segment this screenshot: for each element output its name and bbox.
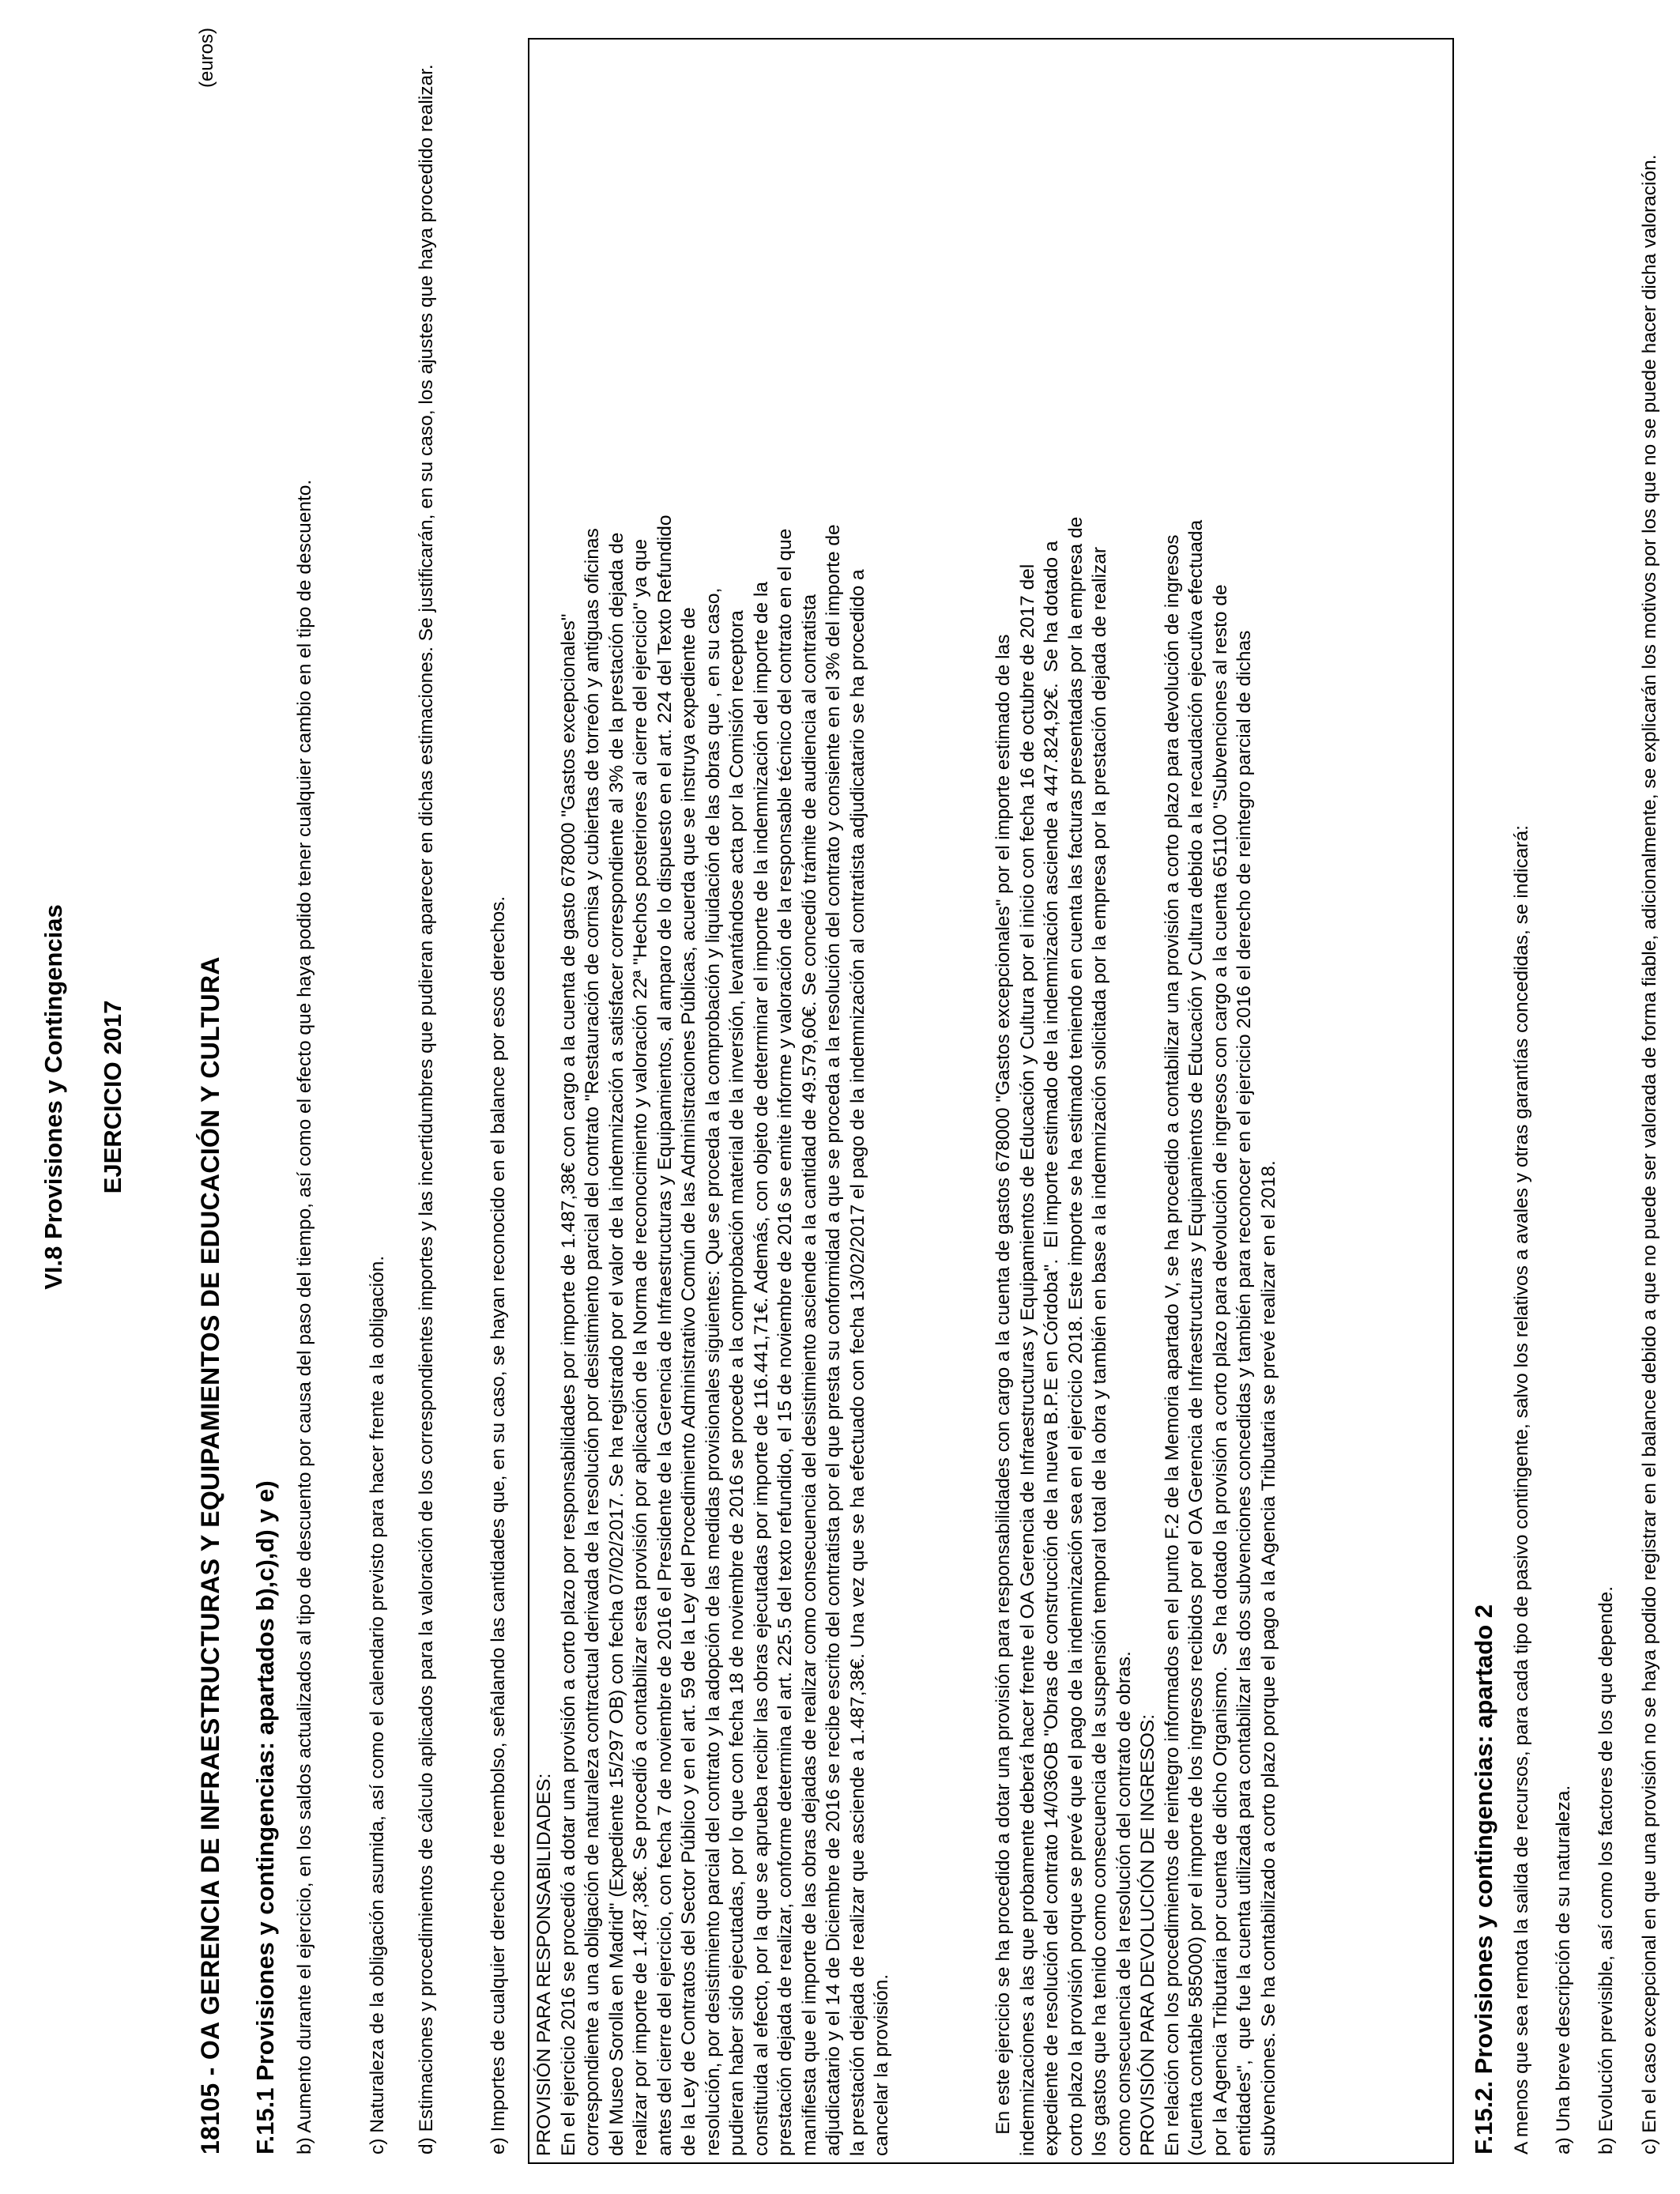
provisions-text-box xyxy=(528,38,1454,2164)
subsection-heading-f15-2: F.15.2. Provisiones y contingencias: apartado 2 xyxy=(1470,1604,1497,2154)
paragraph-b: b) Aumento durante el ejercicio, en los saldos actualizados al tipo de descuento por causa del paso del tiempo, así como el efecto que haya podido tener cualquier cambio en el tipo de descuento. xyxy=(294,479,315,2154)
list-item-b: b) Evolución previsible, así como los factores de los que depende. xyxy=(1595,1585,1617,2154)
paragraph-c: c) Naturaleza de la obligación asumida, así como el calendario previsto para hacer frente a la obligación. xyxy=(367,1255,388,2154)
list-item-a: a) Una breve descripción de su naturaleza. xyxy=(1553,1785,1574,2154)
list-item-c: c) En el caso excepcional en que una provisión no se haya podido registrar en el balance debido a que no puede ser valorada de forma fiable, adicionalmente, se explicarán los motivos por los que no se puede hacer dicha valoración. xyxy=(1639,154,1660,2154)
section-title: VI.8 Provisiones y Contingencias xyxy=(40,904,67,1290)
subsection-heading-f15-1: F.15.1 Provisiones y contingencias: apartados b),c),d) y e) xyxy=(251,1480,279,2154)
provision-income-refund-text: En este ejercicio se ha procedido a dotar una provisión para responsabilidades con cargo a la cuenta de gastos 678000 "Gastos excepcionales" por el importe estimado de las indemnizaciones a las que probamente deberá hacer frente el OA Gerencia de Infraestructuras y Equipamientos de Educación y Cultura por el inicio con fecha 16 de octubre de 2017 del expediente de resolución del contrato 14/036OB "Obras de construcción de la nueva B.P.E en Córdoba". El importe estimado de la indemnización asciende a 447.824,92€. Se ha dotado a corto plazo la provisión porque se prevé que el pago de la indemnización sea en el ejercicio 2018. Este importe se ha estimado teniendo en cuenta las facturas presentadas por la empresa de los gastos que ha tenido como consecuencia de la suspensión temporal total de la obra y también en base a la indemnización solicitada por la empresa por la prestación dejada de realizar como consecuencia de la resolución del contrato de obras. PROVISIÓN PARA DEVOLUCIÓN DE INGRESOS: En relación con los procedimientos de reintegro informados en el punto F.2 de la Memoria apartado V, se ha procedido a contabilizar una provisión a corto plazo para devolución de ingresos (cuenta contable 585000) por el importe de los ingresos recibidos por el OA Gerencia de Infraestructuras y Equipamientos de Educación y Cultura debido a la recaudación ejecutiva efectuada por la Agencia Tributaria por cuenta de dicho Organismo. Se ha dotado la provisión a corto plazo para devolución de ingresos con cargo a la cuenta 651100 "Subvenciones al resto de entidades", que fue la cuenta utilizada para contabilizar las dos subvenciones concedidas y también para reconocer en el ejercicio 2016 el derecho de reintegro parcial de dichas subvenciones. Se ha contabilizado a corto plazo porque el pago a la Agencia Tributaria se prevé realizar en el 2018. xyxy=(993,516,1279,2156)
provision-responsibilities-text: PROVISIÓN PARA RESPONSABILIDADES: En el ejercicio 2016 se procedió a dotar una provisión a corto plazo por responsabilidades por importe de 1.487,38€ con cargo a la cuenta de gasto 678000 "Gastos excepcionales" correspondiente a una obligación de naturaleza contractual derivada de la resolución por desistimiento parcial del contrato "Restauración de cornisa y cubiertas de torreón y antiguas oficinas del Museo Sorolla en Madrid" (Expediente 15/297 OB) con fecha 07/02/2017. Se ha registrado por el valor de la indemnización a satisfacer correspondiente al 3% de la prestación dejada de realizar por importe de 1.487,38€. Se procedió a contabilizar esta provisión por aplicación de la Norma de reconocimiento y valoración 22ª "Hechos posteriores al cierre del ejercicio" ya que antes del cierre del ejercicio, con fecha 7 de noviembre de 2016 el Presidente de la Gerencia de Infraestructuras y Equipamientos, al amparo de lo dispuesto en el art. 224 del Texto Refundido de la Ley de Contratos del Sector Público y en el art. 59 de la Ley del Procedimiento Administrativo Común de las Administraciones Públicas, acuerda que se instruya expediente de resolución, por desistimiento parcial del contrato y la adopción de las medidas provisionales siguientes: Que se proceda a la comprobación y liquidación de las obras que , en su caso, pudieran haber sido ejecutadas, por lo que con fecha 18 de noviembre de 2016 se procede a la comprobación material de la inversión, levantándose acta por la Comisión receptora constituida al efecto, por la que se aprueba recibir las obras ejecutadas por importe de 116.441,71€. Además, con objeto de determinar el importe de la indemnización del importe de la prestación dejada de realizar, conforme determina el art. 225.5 del texto refundido, el 15 de noviembre de 2016 se emite informe y valoración de la responsable técnico del contrato en el que manifiesta que el importe de las obras dejadas de realizar como consecuencia del desistimiento asciende a la cantidad de 49.579,60€. Se concedió trámite de audiencia al contratista adjudicatario y el 14 de Diciembre de 2016 se recibe escrito del contratista por el que presta su conformidad a que se proceda a la resolución del contrato y consiente en el 3% del importe de la prestación dejada de realizar que asciende a 1.487,38€. Una vez que se ha efectuado con fecha 13/02/2017 el pago de la indemnización al contratista adjudicatario se ha procedido a cancelar la provisión. xyxy=(533,515,892,2156)
paragraph-d: d) Estimaciones y procedimientos de cálculo aplicados para la valoración de los correspondientes importes y las incertidumbres que pudieran aparecer en dichas estimaciones. Se justificarán, en su caso, los ajustes que haya procedido realizar. xyxy=(416,64,437,2154)
entity-heading: 18105 - OA GERENCIA DE INFRAESTRUCTURAS Y EQUIPAMIENTOS DE EDUCACIÓN Y CULTURA xyxy=(196,956,224,2154)
currency-note: (euros) xyxy=(196,27,217,88)
exercise-title: EJERCICIO 2017 xyxy=(99,1000,126,1194)
contingent-liabilities-intro: A menos que sea remota la salida de recursos, para cada tipo de pasivo contingente, salvo los relativos a avales y otras garantías concedidas, se indicará: xyxy=(1511,825,1532,2154)
paragraph-e: e) Importes de cualquier derecho de reembolso, señalando las cantidades que, en su caso, se hayan reconocido en el balance por esos derechos. xyxy=(488,895,509,2154)
